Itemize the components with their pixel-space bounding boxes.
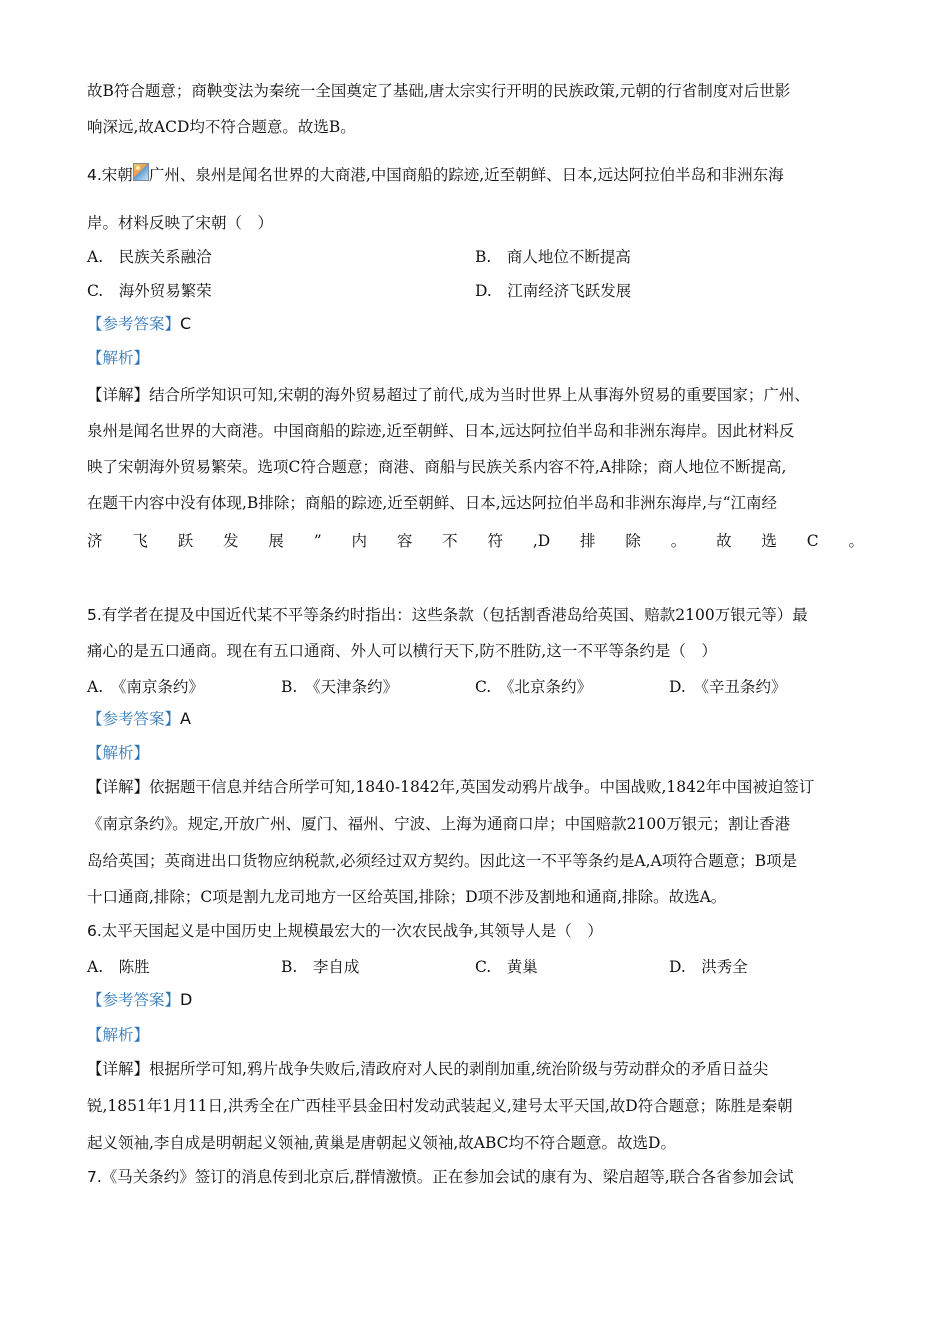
q5-detail-text-1: 依据题干信息并结合所学可知,1840-1842年,英国发动鸦片战争。中国战败,1842年中国被迫签订 bbox=[149, 778, 815, 796]
q6-detail-line-3: 起义领袖,李自成是明朝起义领袖,黄巢是唐朝起义领袖,故ABC均不符合题意。故选D。 bbox=[87, 1134, 676, 1152]
q7-number: 7. bbox=[87, 1168, 102, 1186]
q4-detail-text-1: 结合所学知识可知,宋朝的海外贸易超过了前代,成为当时世界上从事海外贸易的重要国家；广州、 bbox=[149, 386, 810, 404]
q4-detail-char: 不 bbox=[442, 532, 458, 550]
q4-detail-char: 除 bbox=[625, 532, 641, 550]
q6-option-b[interactable]: B. 李自成 bbox=[281, 958, 360, 976]
q4-option-c[interactable]: C. 海外贸易繁荣 bbox=[87, 282, 212, 300]
q4-detail-line-5 bbox=[87, 530, 864, 552]
q5-option-d[interactable]: D. 《辛丑条约》 bbox=[669, 678, 787, 696]
q6-detail-line-2: 锐,1851年1月11日,洪秀全在广西桂平县金田村发动武装起义,建号太平天国,故D符合题意；陈胜是秦朝 bbox=[87, 1097, 793, 1115]
q4-option-a[interactable]: A. 民族关系融洽 bbox=[87, 248, 212, 266]
q6-stem-line bbox=[87, 920, 864, 942]
q4-detail-char: 。 bbox=[670, 532, 687, 550]
q5-option-a[interactable]: A. 《南京条约》 bbox=[87, 678, 204, 696]
q4-detail-char: ,D bbox=[532, 532, 551, 550]
q5-stem-1: 有学者在提及中国近代某不平等条约时指出：这些条款（包括割香港岛给英国、赔款2100万银元等）最 bbox=[101, 606, 808, 624]
q4-detail-char: 容 bbox=[396, 532, 413, 550]
q4-detail-char: 符 bbox=[487, 532, 504, 550]
q6-number: 6. bbox=[87, 922, 102, 940]
q5-number: 5. bbox=[87, 606, 102, 624]
q6-stem: 太平天国起义是中国历史上规模最宏大的一次农民战争,其领导人是（ ） bbox=[101, 922, 603, 940]
q5-stem-line-1 bbox=[87, 604, 864, 626]
q7-stem: 《马关条约》签订的消息传到北京后,群情激愤。正在参加会试的康有为、梁启超等,联合各省参加会试 bbox=[101, 1168, 794, 1186]
q4-stem-b: 广州、泉州是闻名世界的大商港,中国商船的踪迹,近至朝鲜、日本,远达阿拉伯半岛和非洲东海 bbox=[148, 166, 784, 184]
q4-detail-char: ” bbox=[313, 532, 322, 550]
q5-stem-line-2: 痛心的是五口通商。现在有五口通商、外人可以横行天下,防不胜防,这一不平等条约是（ ） bbox=[87, 642, 717, 660]
q5-analysis-label: 【解析】 bbox=[87, 744, 150, 762]
q5-option-c[interactable]: C. 《北京条约》 bbox=[475, 678, 592, 696]
q4-detail-char: 排 bbox=[580, 532, 596, 550]
intro-line-2: 响深远,故ACD均不符合题意。故选B。 bbox=[87, 118, 356, 136]
answer-label: 【参考答案】 bbox=[87, 710, 181, 728]
q4-detail-char: 。 bbox=[848, 532, 864, 550]
q4-stem-line-2: 岸。材料反映了宋朝（ ） bbox=[87, 214, 274, 232]
detail-label: 【详解】 bbox=[87, 1060, 150, 1078]
q4-stem-line-1 bbox=[87, 163, 864, 186]
q4-answer-value: C bbox=[180, 314, 192, 333]
q6-analysis-label: 【解析】 bbox=[87, 1026, 150, 1044]
q4-detail-line-1 bbox=[87, 384, 864, 406]
q4-detail-char: 跃 bbox=[177, 532, 194, 550]
q4-detail-char: 选 bbox=[761, 532, 777, 550]
q4-detail-char: 展 bbox=[268, 532, 284, 550]
q5-answer-line bbox=[87, 708, 864, 730]
q6-answer-value: D bbox=[180, 990, 193, 1009]
q4-detail-char: C bbox=[806, 532, 819, 550]
detail-label: 【详解】 bbox=[87, 778, 150, 796]
q4-detail-char: 济 bbox=[87, 532, 103, 550]
q4-analysis-label: 【解析】 bbox=[87, 349, 150, 367]
q5-detail-line-2: 《南京条约》。规定,开放广州、厦门、福州、宁波、上海为通商口岸；中国赔款2100万银元；割让香港 bbox=[87, 815, 791, 833]
q4-detail-char: 内 bbox=[351, 532, 367, 550]
q6-detail-line-1 bbox=[87, 1058, 864, 1080]
broken-image-icon bbox=[133, 163, 149, 181]
q5-detail-line-1 bbox=[87, 776, 864, 798]
q4-number: 4. bbox=[87, 166, 102, 184]
intro-line-1: 故B符合题意；商鞅变法为秦统一全国奠定了基础,唐太宗实行开明的民族政策,元朝的行省制度对后世影 bbox=[87, 82, 791, 100]
q4-detail-line-2: 泉州是闻名世界的大商港。中国商船的踪迹,近至朝鲜、日本,远达阿拉伯半岛和非洲东海岸。因此材料反 bbox=[87, 422, 795, 440]
q4-detail-char: 故 bbox=[716, 532, 732, 550]
answer-label: 【参考答案】 bbox=[87, 991, 181, 1009]
q6-option-d[interactable]: D. 洪秀全 bbox=[669, 958, 748, 976]
q5-detail-line-3: 岛给英国；英商进出口货物应纳税款,必须经过双方契约。因此这一不平等条约是A,A项符合题意；B项是 bbox=[87, 852, 798, 870]
q4-detail-char: 发 bbox=[223, 532, 239, 550]
q4-option-d[interactable]: D. 江南经济飞跃发展 bbox=[475, 282, 632, 300]
detail-label: 【详解】 bbox=[87, 386, 150, 404]
q5-detail-line-4: 十口通商,排除；C项是割九龙司地方一区给英国,排除；D项不涉及割地和通商,排除。故选A。 bbox=[87, 888, 727, 906]
q4-option-b[interactable]: B. 商人地位不断提高 bbox=[475, 248, 631, 266]
q4-detail-char: 飞 bbox=[132, 532, 148, 550]
q5-answer-value: A bbox=[180, 709, 191, 728]
q6-option-c[interactable]: C. 黄巢 bbox=[475, 958, 538, 976]
q7-stem-line bbox=[87, 1166, 864, 1188]
q4-detail-line-4: 在题干内容中没有体现,B排除；商船的踪迹,近至朝鲜、日本,远达阿拉伯半岛和非洲东海岸,与“江南经 bbox=[87, 494, 778, 512]
q4-stem-a: 宋朝 bbox=[101, 166, 133, 184]
q6-detail-text-1: 根据所学可知,鸦片战争失败后,清政府对人民的剥削加重,统治阶级与劳动群众的矛盾日益尖 bbox=[149, 1060, 769, 1078]
answer-label: 【参考答案】 bbox=[87, 315, 181, 333]
q4-detail-line-3: 映了宋朝海外贸易繁荣。选项C符合题意；商港、商船与民族关系内容不符,A排除；商人地位不断提高, bbox=[87, 458, 787, 476]
q4-answer-line bbox=[87, 313, 864, 335]
q5-option-b[interactable]: B. 《天津条约》 bbox=[281, 678, 399, 696]
q6-answer-line bbox=[87, 989, 864, 1011]
q6-option-a[interactable]: A. 陈胜 bbox=[87, 958, 150, 976]
